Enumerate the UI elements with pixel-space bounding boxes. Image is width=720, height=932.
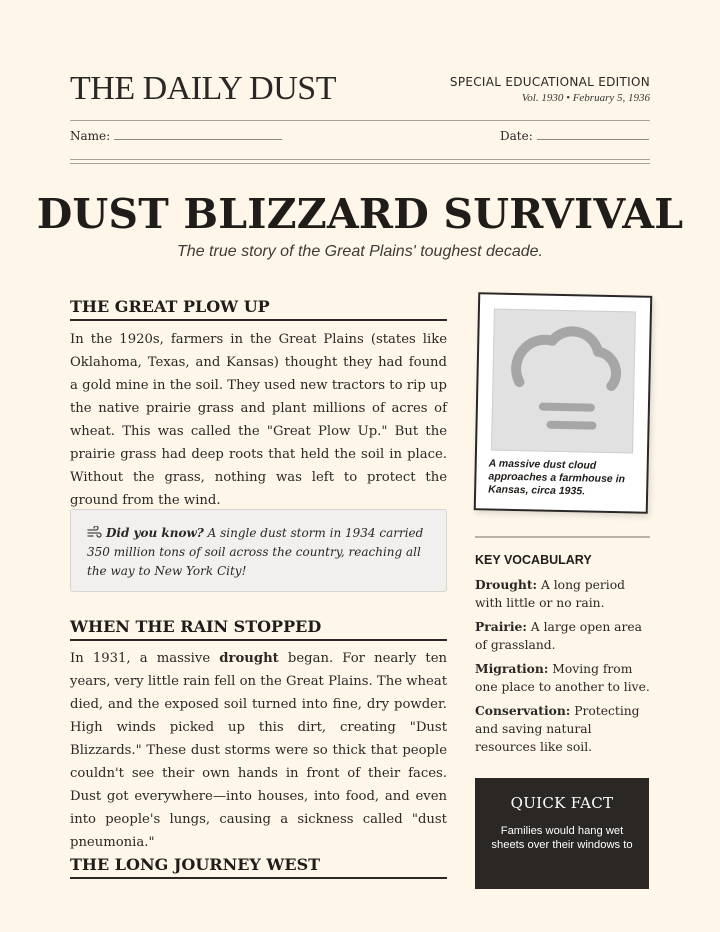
wind-icon <box>87 526 102 538</box>
photo-placeholder <box>491 309 636 454</box>
vocab-title: KEY VOCABULARY <box>475 553 592 567</box>
vocab-term: Conservation: <box>475 703 571 718</box>
quick-fact-text: Families would hang wet sheets over their windows to <box>491 825 633 851</box>
name-blank-line[interactable] <box>114 139 282 140</box>
double-rule-bottom <box>70 163 650 164</box>
vocab-term: Drought: <box>475 577 538 592</box>
callout-text: A single dust storm in 1934 carried 350 million tons of soil across the country, reaching all the way to New York City! <box>87 526 424 578</box>
vocab-term: Migration: <box>475 661 549 676</box>
vocab-item <box>475 576 653 612</box>
vocab-divider <box>475 536 650 538</box>
did-you-know-callout <box>70 509 447 592</box>
vocab-definition: Protecting and saving natural resources like soil. <box>475 704 640 754</box>
double-rule-top <box>70 159 650 160</box>
vocab-definition: A large open area of grassland. <box>475 620 642 652</box>
subheadline: The true story of the Great Plains' toughest decade. <box>177 243 543 260</box>
edition-label: SPECIAL EDUCATIONAL EDITION <box>449 75 650 89</box>
volume-date: Vol. 1930 • February 5, 1936 <box>521 92 650 104</box>
quick-fact-title: QUICK FACT <box>510 794 614 812</box>
vocab-definition: A long period with little or no rain. <box>475 578 626 610</box>
quick-fact-box <box>475 778 649 889</box>
vocab-item <box>475 702 653 756</box>
section-title-journey-west: THE LONG JOURNEY WEST <box>70 855 447 879</box>
callout-lead: Did you know? <box>106 526 204 540</box>
section-body-rain-stopped <box>70 647 447 854</box>
photo-caption: A massive dust cloud approaches a farmhouse in Kansas, circa 1935. <box>488 457 626 498</box>
section-title-rain-stopped: WHEN THE RAIN STOPPED <box>70 617 447 641</box>
body-text-segment: began. For nearly ten years, very little rain fell on the Great Plains. The wheat died, and the exposed soil turned into fine, dry powder. High winds picked up this dirt, creating "Dust Blizzards." These dust storms were so thick that people couldn't see their own hands in front of their faces. Dust got everywhere—into houses, into food, and even into people's lungs, causing a sickness called "dust pneumonia." <box>70 651 447 850</box>
date-label: Date: <box>500 129 533 143</box>
body-bold-term: drought <box>219 651 279 666</box>
headline: DUST BLIZZARD SURVIVAL <box>36 190 684 238</box>
edition-info <box>450 75 650 104</box>
newspaper-title: THE DAILY DUST <box>70 70 336 107</box>
vocab-list <box>475 576 653 762</box>
date-blank-line[interactable] <box>537 139 649 140</box>
section-body-great-plow-up: In the 1920s, farmers in the Great Plains (states like Oklahoma, Texas, and Kansas) thought they had found a gold mine in the soil. They used new tractors to rip up the native prairie grass and plant millions of acres of wheat. This was called the "Great Plow Up." But the prairie grass had deep roots that held the soil in place. Without the grass, nothing was left to protect the ground from the wind. <box>70 332 447 508</box>
body-text-segment: In 1931, a massive <box>70 651 220 666</box>
section-title-great-plow-up: THE GREAT PLOW UP <box>70 297 447 321</box>
vocab-definition: Moving from one place to another to live. <box>475 662 650 694</box>
name-label: Name: <box>70 129 111 143</box>
fog-cloud-icon <box>492 310 637 455</box>
vocab-term: Prairie: <box>475 619 527 634</box>
photo-card <box>474 292 653 514</box>
vocab-item <box>475 660 653 696</box>
vocab-item <box>475 618 653 654</box>
masthead-divider <box>70 120 650 121</box>
